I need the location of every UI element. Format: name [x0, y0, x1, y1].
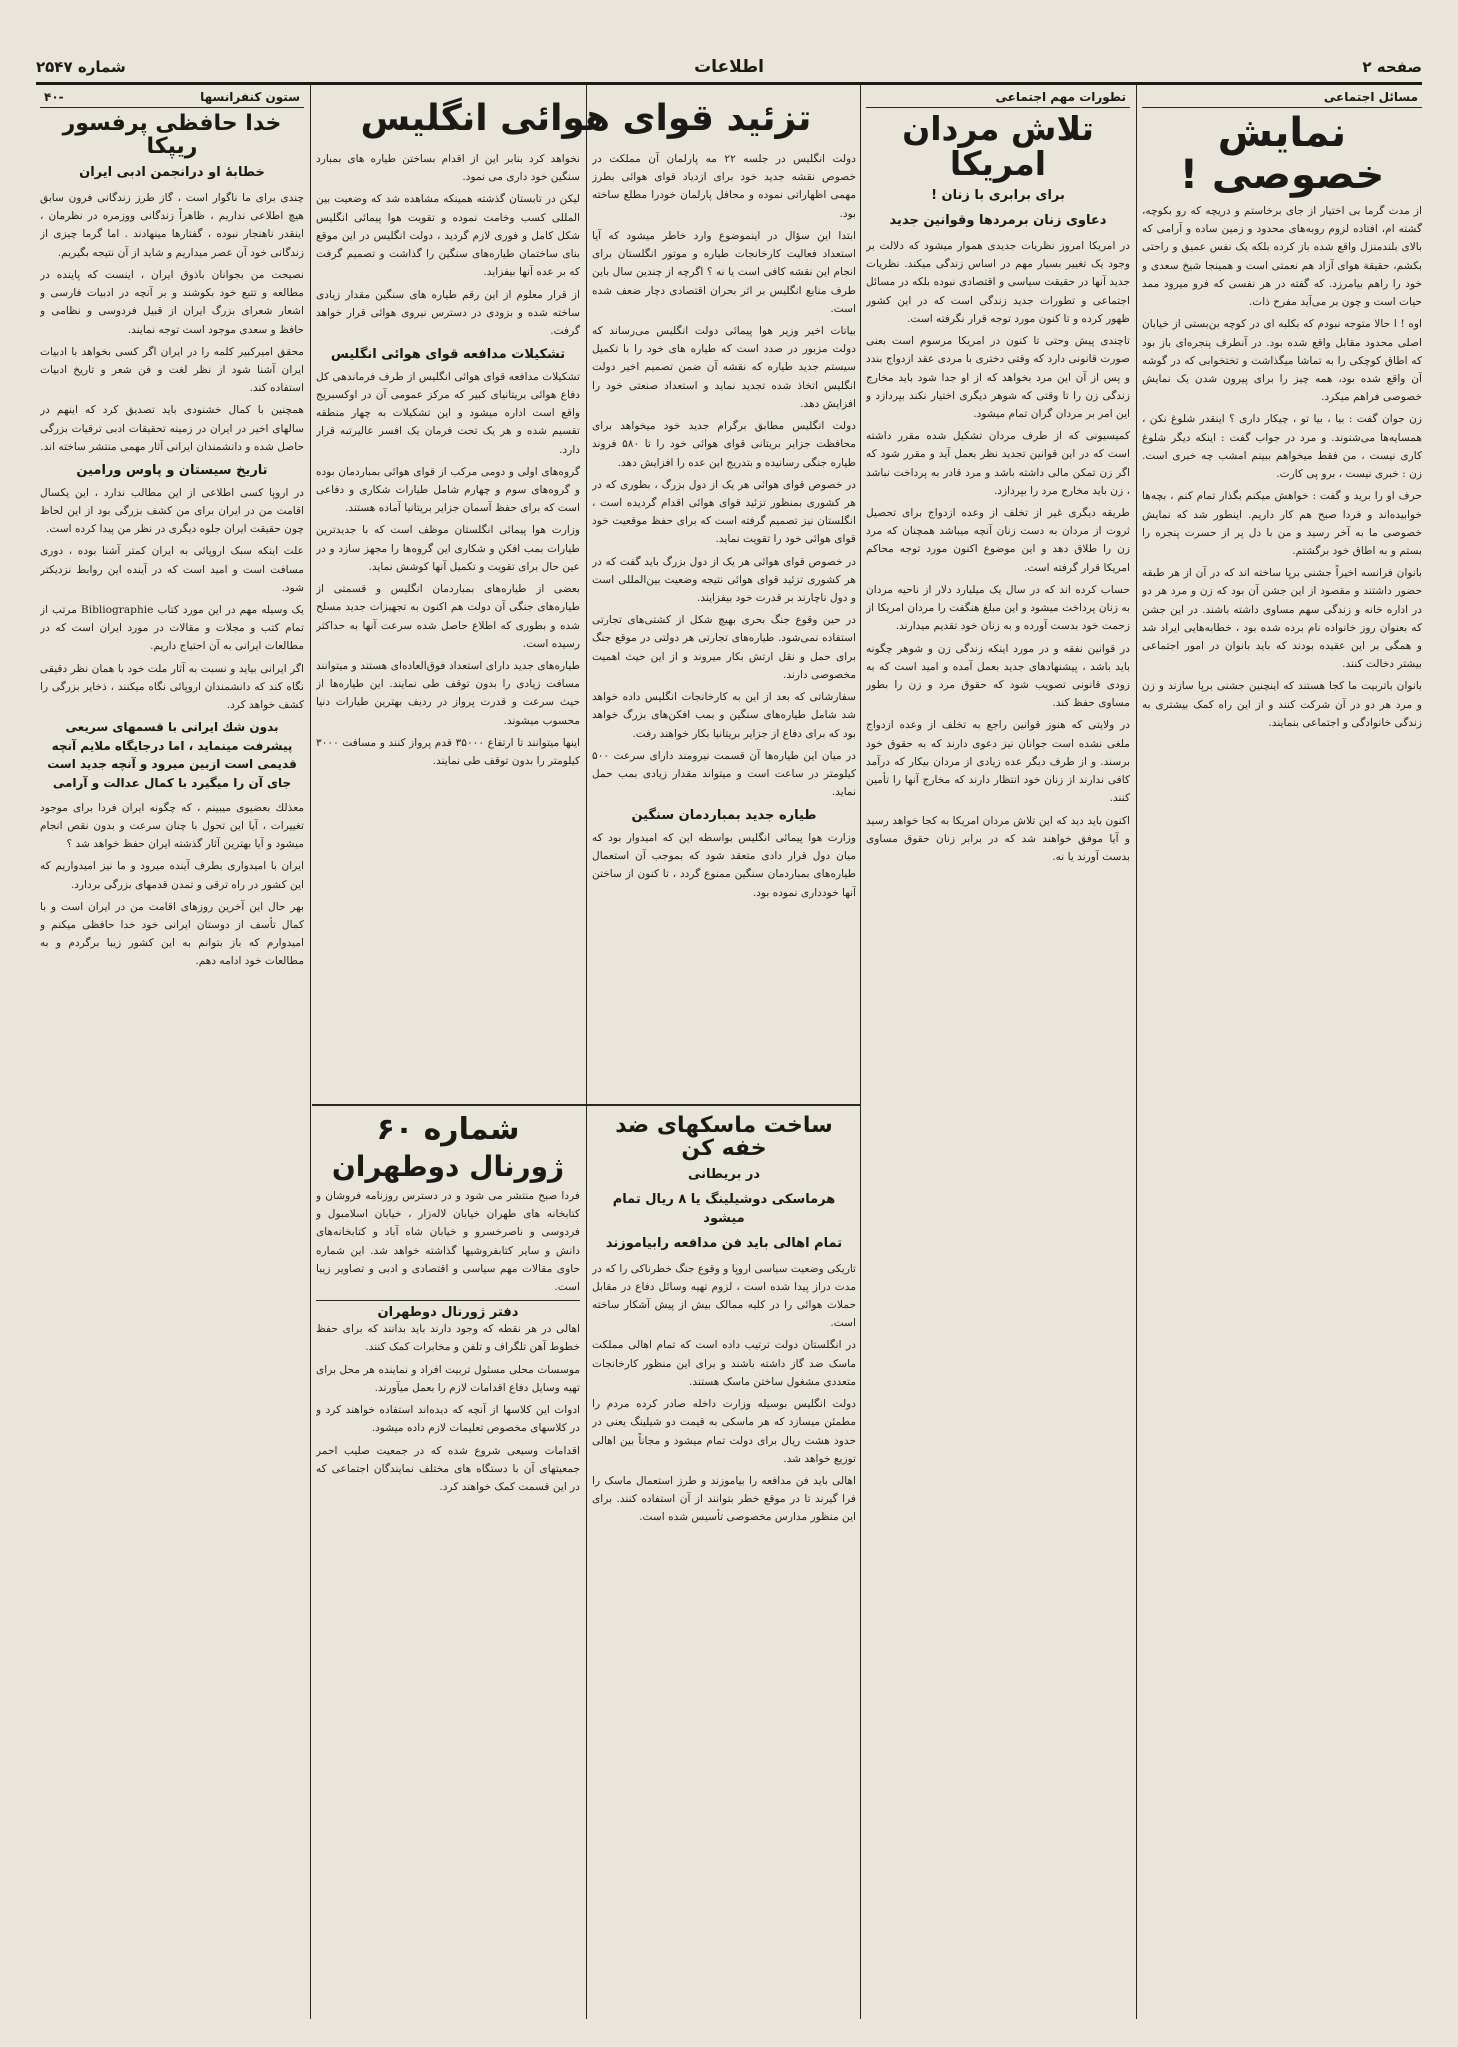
article-paragraph: دولت انگلیس در جلسه ۲۲ مه پارلمان آن مملکت در خصوص نقشه جدید خود برای ازدیاد قوای هوائی بطرز مهمی اظهاراتی نموده و محافل پارلمان خودرا مطلع ساخته بود. [592, 153, 856, 220]
article-paragraph: اهالی در هر نقطه که وجود دارند باید بدانند که برای حفظ خطوط آهن تلگراف و تلفن و مخابرات کمک کنند. [316, 1323, 580, 1354]
page-number: صفحه ۲ [1362, 58, 1422, 76]
article-paragraph: چندی برای ما ناگوار است ، گاز طرز زندگانی فرون سابق هیچ اطلاعی نداریم ، ظاهراً زندگانی ووزمره در نظرمان ، اینقدر ناهنجار نبوده ، گفتارها مینهادند . اما گرما چیزی از زندگانی خود آن عصر میداریم و شاید از آن نتیجه بگیریم. [40, 192, 304, 259]
article-paragraph: ادوات این کلاسها از آنچه که دیده‌اند استفاده خواهند کرد و در کلاسهای مخصوص تعلیمات لازم داده میشود. [316, 1404, 580, 1435]
article-paragraph: موسسات محلی مسئول تربیت افراد و نماینده هر محل برای تهیه وسایل دفاع اقدامات لازم را بعمل میآورند. [316, 1363, 580, 1394]
article-paragraph: سفارشاتی که بعد از این به کارخانجات انگلیس داده خواهد شد شامل طیاره‌های سنگین و بمب افکن‌های بزرگ خواهد بود که برای دفاع از جزایر بریتانیا بکار خواهند رفت. [592, 691, 856, 740]
article-paragraph: دولت انگلیس مطابق برگرام جدید خود میخواهد برای محافظت جزایر بریتانی قوای هوائی خود را تا ۵۸۰ فروند طیاره جنگی رسانیده و بتدریج این عده را افزایش دهد. [592, 420, 856, 469]
article-paragraph: زن جوان گفت : بیا ، بیا تو ، چیکار داری ؟ اینقدر شلوغ نکن ، همسایه‌ها می‌شنوند. و مرد در جواب گفت : اینکه دیگر شلوغ کاری نیست ، من فقط میخواهم ببینم امشب چه خبری است. زن : خبری نیست ، برو پی کارت. [1142, 413, 1422, 481]
article-paragraph: اقدامات وسیعی شروع شده که در جمعیت صلیب احمر جمعیتهای آن با دستگاه های مختلف نمایندگان اجتماعی که در این قسمت کمک خواهند کرد. [316, 1444, 580, 1493]
article-paragraph: در خصوص قوای هوائی هر یک از دول بزرگ ، بطوری که در هر کشوری بمنظور تزئید قوای هوائی اقدام گردیده است ، انگلستان نیز تصمیم گرفته است که برای حفظ موقعیت خود قوای هوائی خود را تقویت نماید. [592, 478, 856, 546]
article-subhead: هرماسکی دوشیلینگ یا ۸ ریال تمام میشود [612, 1192, 836, 1226]
column-divider [1136, 84, 1137, 2019]
article-rypka-farewell [40, 88, 304, 2018]
article-paragraph: لیکن در تابستان گذشته همینکه مشاهده شد که وضعیت بین المللی کسب وخامت نموده و تقویت هوا پیمائی انگلیس شکل کامل و فوری لازم گردید ، دولت انگلیس در این موقع بنای ساختمان طیاره‌های سنگین را گذاشت و تصمیم گرفت که بر عده آنها بیفزاید. [316, 193, 580, 279]
paper-name: اطلاعات [694, 57, 764, 77]
ad-number: شماره ۶۰ [376, 1112, 520, 1147]
article-american-men [866, 88, 1130, 2018]
article-paragraph: تشکیلات مدافعه قوای هوائی انگلیس از طرف فرماندهی کل دفاع هوائی بریتانیای کبیر که مرکز عمومی آن در اوکسبریج واقع است اداره میشود و این تشکیلات به چهار منطقه تقسیم شده و هر یک تحت فرمان یک افسر عالیرتبه قرار دارد. [316, 370, 580, 456]
article-paragraph: نخواهد کرد بنابر این از اقدام بساختن طیاره های بمبارد سنگین خود داری می نمود. [316, 153, 580, 184]
article-paragraph: علت اینکه سبک اروپائی به ایران کمتر آشنا بوده ، دوری مسافت است و امید است که در آینده این روابط نزدیکتر شود. [40, 545, 304, 594]
article-paragraph: یک وسیله مهم در این مورد کتاب Bibliographie مرتب از تمام کتب و مجلات و مقالات در مورد ایران است که در مطالعات ایرانی به آن احتیاج داریم. [40, 603, 304, 653]
article-gas-masks [592, 1110, 856, 2015]
article-subhead: خطابهٔ او درانجمن ادبی ایران [79, 165, 265, 181]
section-label: ستون کنفرانسها [200, 90, 300, 104]
article-paragraph: در قوانین نفقه و در مورد اینکه زندگی زن و شوهر چگونه باید باشد ، پیشنهادهای جدید بعمل آمده و امید است که به زودی قانونی تصویب شود که حقوق مرد و زن را بطور مساوی حفظ کند. [866, 642, 1130, 710]
article-paragraph: گروه‌های اولی و دومی مرکب از قوای هوائی بمباردمان بوده و گروه‌های سوم و چهارم شامل طیارات شکاری و دفاعی است که برای حفظ آسمان جزایر بریتانیا آماده هستند. [316, 465, 580, 515]
article-paragraph: همچنین با کمال خشنودی باید تصدیق کرد که اینهم در سالهای اخیر در ایران در زمینه تحقیقات ادبی ترقیات بزرگی حاصل شده و دانشمندان ایرانی آثار مهمی منتشر ساخته اند. [40, 404, 304, 453]
ad-journal-name: ژورنال دوطهران [331, 1149, 565, 1183]
inline-bold-title: تاریخ سیستان و پاوس ورامین [76, 463, 268, 479]
column-divider [860, 84, 861, 2019]
article-paragraph: ایران با امیدواری بطرف آینده میرود و ما نیز امیدواریم که این کشور در راه ترقی و تمدن قدمهای بزرگی بردارد. [40, 860, 304, 891]
article-paragraph: طیاره‌های جدید دارای استعداد فوق‌العاده‌ای هستند و میتوانند مسافت زیادی را بدون توقف طی نمایند. این طیاره‌ها از حیث سرعت و قدرت پرواز در ردیف بهترین طیارات دنیا محسوب میشوند. [316, 660, 580, 727]
article-paragraph: وزارت هوا پیمائی انگلستان موظف است که با جدیدترین طیارات بمب افکن و شکاری این گروه‌ها را مجهز سازد و در عین حال برای تقویت و تکمیل آنها کوشش نماید. [316, 524, 580, 573]
article-subhead: دعاوی زنان برمردها وقوانین جدید [889, 213, 1107, 229]
article-paragraph: بانوان فرانسه اخیراً جشنی برپا ساخته اند که در آن از هر طبقه حضور داشتند و مقصود از این جشن آن بود که زن و مرد هر دو در اداره خانه و زندگی سهم مساوی داشته باشند. در این جشن که بعنوان روز خانواده نام برده شده بود ، خطابه‌هایی ایراد شد و همگی بر این عقیده بودند که باید بانوان در امور اجتماعی بیشتر دخالت کنند. [1142, 567, 1422, 671]
article-paragraph: در انگلستان دولت ترتیب داده است که تمام اهالی مملکت ماسک ضد گاز داشته باشند و برای این منظور کارخانجات متعددی مشغول ساختن ماسک هستند. [592, 1339, 856, 1388]
article-subhead: تمام اهالی باید فن مدافعه رابیاموزند [605, 1235, 843, 1251]
article-subhead: در بریطانی [687, 1167, 761, 1183]
article-headline: خدا حافظی پرفسور ریپکا [62, 111, 282, 160]
highlighted-paragraph: بدون شك ایرانی با قسمهای سریعی پیشرفت مینماید ، اما درجایگاه ملایم آنچه قدیمی است ازبین میرود و آنچه جدید است جای آن را میگیرد با کمال عدالت و آرامی [47, 720, 297, 791]
section-divider [312, 1104, 860, 1106]
article-paragraph: اوه ! ا حالا متوجه نبودم که بکلبه ای در کوچه بن‌بستی از خیابان اصلی محدود مقابل واقع شده بود. در آنطرف پنجره‌ای باز بود که اطاق کوچکی را به تماشا میگذاشت و تختخوابی که در گوشه آن واقع شده بود، همه چیز را برای پیرون شدن یک نمایش خصوصی فراهم میکرد. [1142, 318, 1422, 404]
article-paragraph: اکنون باید دید که این تلاش مردان امریکا به کجا خواهد رسید و آیا موفق خواهند شد که در برابر زنان حقوق مساوی بدست آورند یا نه. [866, 814, 1130, 863]
article-paragraph: بعضی از طیاره‌های بمباردمان انگلیس و قسمتی از طیاره‌های جنگی آن دولت هم اکنون به تجهیزات جدید مسلح شده و بطوری که اطلاع حاصل شده سرعت آنها به حداکثر رسیده است. [316, 583, 580, 650]
article-headline: تلاش مردان امریکا [902, 109, 1094, 183]
column-divider [586, 1104, 587, 2019]
article-paragraph: اهالی باید فن مدافعه را بیاموزند و طرز استعمال ماسک را فرا گیرند تا در موقع خطر بتوانند از آن استفاده کنند. برای این منظور مدارس مخصوصی تأسیس شده است. [592, 1474, 856, 1524]
article-paragraph: از قرار معلوم از این رقم طیاره های سنگین مقدار زیادی ساخته شده و بزودی در دسترس نیروی هوائی قرار خواهد گرفت. [316, 288, 580, 337]
ad-signature: دفتر ژورنال دوطهران [316, 1300, 580, 1320]
article-paragraph: وزارت هوا پیمائی انگلیس بواسطه این که امیدوار بود که میان دول قرار دادی متعقد شود که بموجب آن استعمال طیاره‌های بمباردمان سنگین ممنوع گردد ، تا کنون از ساختن آنها خودداری نموده بود. [592, 831, 856, 899]
column-divider [586, 84, 587, 1104]
article-paragraph: تاچندی پیش وحتی تا کنون در امریکا مرسوم است بعنی صورت قانونی دارد که وقتی دختری با مردی عقد ازدواج بندد و پس از آن این مرد بخواهد که از او جدا شود باید مخارج زندگی زن را تا وقتی که شوهر دیگری اختیار نکند بپردازد و این امر بر مردان گران تمام میشود. [866, 335, 1130, 420]
article-subhead: برای برابری با زنان ! [931, 188, 1065, 204]
article-paragraph: تاریکی وضعیت سیاسی اروپا و وقوع جنگ خطرناکی را که در مدت دراز پیدا شده است ، لزوم تهیه وسائل دفاع در مقابل حملات هوائی را در کلیه ممالک بیش از پیش آشکار ساخته است. [592, 1262, 856, 1330]
section-label-row [40, 88, 304, 108]
article-headline: ساخت ماسکهای ضد خفه کن [615, 1113, 833, 1162]
column-divider [310, 84, 311, 2019]
article-paragraph: در حین وقوع جنگ بحری بهیچ شکل از کشتی‌های تجارتی استفاده نمی‌شود. طیاره‌های تجارتی هر دولتی در موقع جنگ برای حمل و نقل ارتش بکار میروند و از این حیث اهمیت مخصوصی دارند. [592, 614, 856, 681]
article-air-force-part2 [316, 150, 580, 1100]
box-headline: طیاره جدید بمباردمان سنگین [631, 808, 817, 824]
article-headline: تزئید قوای هوائی انگلیس [360, 98, 812, 139]
article-paragraph: طریقه دیگری غیر از تخلف از وعده ازدواج برای تحصیل ثروت از مردان به دست زنان آنچه میباشد همچنان که مرد زن را طلاق دهد و این موضوع اکنون مورد توجه محاکم امریکا قرار گرفته است. [866, 507, 1130, 574]
section-label: تطورات مهم اجتماعی [866, 88, 1130, 108]
article-paragraph: کمیسیونی که از طرف مردان تشکیل شده مقرر داشته است که در این قوانین تجدید نظر بعمل آید و مقرر شود که اگر زن تمکن مالی داشته باشد و مرد قادر به پرداخت نباشد ، زن باید مخارج مرد را بپردازد. [866, 430, 1130, 497]
article-headline: نمایش خصوصی ! [1179, 110, 1385, 198]
article-paragraph: بیانات اخیر وزیر هوا پیمائی دولت انگلیس می‌رساند که دولت مزبور در صدد است که طیاره های خود را با تکمیل سیستم جدید طیاره که نقشه آن ضمن تصمیم اخیر دولت انگلیس اتخاذ شده تجدید نماید و استعداد صنعتی خود را افزایش دهد. [592, 324, 856, 410]
article-paragraph: معذلك بعضیوی میبینم ، که چگونه ایران فردا برای موجود تغییرات ، آیا این تحول با چنان سرعت و بدون نقص انجام میشود و آیا بهترین آثار گذشته ایران حفظ خواهد شد ؟ [40, 801, 304, 851]
article-paragraph: اگر ایرانی بیاید و نسبت به آثار ملت خود با همان نظر دقیقی نگاه کند که دانشمندان اروپائی نگاه میکنند ، ذخایر بزرگی را کشف خواهد کرد. [40, 662, 304, 712]
section-label: مسائل اجتماعی [1142, 88, 1422, 108]
issue-number: شماره ۲۵۴۷ [36, 58, 126, 76]
article-paragraph: حساب کرده اند که در سال یک میلیارد دلار از ناحیه مردان به زنان پرداخت میشود و این مبلغ هنگفت را مردان امریکا از زحمت خود بدست آورده و به زنان خود تقدیم میدارند. [866, 583, 1130, 633]
article-paragraph: در ولایتی که هنوز قوانین راجع به تخلف از وعده ازدواج ملغی نشده است جوانان نیز دعوی دارند که به حقوق خود برسند. و از طرف دیگر عده زیادی از مردان بیکار که درآمد کافی ندارند از زنان خود انتظار دارند که مخارج آنها را تأمین کنند. [866, 719, 1130, 805]
ad-body: فردا صبح منتشر می شود و در دسترس روزنامه فروشان و کتابخانه های طهران خیابان لاله‌زار ، خیابان اسلامبول و فردوسی و ناصرخسرو و خیابان شاه آباد و کتابخانه‌های دانش و سایر کتابفروشیها گذاشته خواهد شد. این شماره حاوی مقالات مهم سیاسی و اقتصادی و ادبی و تصاویر زیبا است. [316, 1189, 580, 1293]
article-paragraph: ابتدا این سؤال در اینموضوع وارد خاطر میشود که آیا استعداد فعالیت کارخانجات طیاره و موتور انگلستان برای انجام این نقشه کافی است یا نه ؟ اگرچه از چندین سال باین طرف منابع انگلیس بر اثر بحران اقتصادی دچار ضعف شده است. [592, 229, 856, 315]
column-number: -۴۰ [44, 90, 64, 104]
article-paragraph: حرف او را برید و گفت : خواهش میکنم بگذار تمام کنم ، بچه‌ها خوابیده‌اند و فردا صبح هم کار داریم. اینطور شد که نمایش خصوصی ما به آخر رسید و من با دل پر از حسرت پنجره را بستم و به اطاق خود برگشتم. [1142, 490, 1422, 557]
article-paragraph: محقق امیرکبیر کلمه را در ایران اگر کسی بخواهد با ادبیات ایران آشنا شود از نظر لغت و فن شعر و تاریخ ادبیات استفاده کند. [40, 345, 304, 395]
article-paragraph: اینها میتوانند تا ارتفاع ۳۵۰۰۰ قدم پرواز کنند و مسافت ۳۰۰۰ کیلومتر را بدون توقف طی نمایند. [316, 736, 580, 768]
article-paragraph: در اروپا کسی اطلاعی از این مطالب ندارد ، این یکسال اقامت من در ایران برای من کشف بزرگی بود از این لحاظ چون حقیقت ایران جلوه دیگری در نظر من پیدا کرده است. [40, 486, 304, 536]
article-paragraph: در امریکا امروز نظریات جدیدی هموار میشود که دلالت بر وجود یک تغییر بسیار مهم در اساس زندگی میکند. نظریات جدید آنها در حقیقت سیاسی و اقتصادی نبوده بلکه در مسائل اجتماعی و تطورات جدید زندگی است که در این کشور ظهور کرده و تا کنون مورد توجه قرار نگرفته است. [866, 239, 1130, 325]
article-paragraph: نصیحت من بجوانان باذوق ایران ، اینست که پاینده در مطالعه و تتبع خود بکوشند و بر آنچه در ادبیات فارسی و اشعار شعرای بزرگ ایران از قبیل فردوسی و نظامی و حافظ و سعدی موجود است توجه نمایند. [40, 268, 304, 336]
journal-advertisement [316, 1110, 580, 2015]
article-paragraph: از مدت گرما بی اختیار از جای برخاستم و دریچه که رو بکوچه، گشته ام، افتاده لزوم روبه‌های محدود و زمین ساده و آرامی که بالای بلندمنزل واقع شده باز کرده بلکه یک نفس عمیق و راحتی بکشم، حقیقة هوای آزاد هم نعمتی است و همینجا شیخ سعدی و خود را راهم بیامرزد. که گفته در هر نفسی که فرو میرود ممد حیات است و چون بر می‌آید مفرح ذات. [1142, 205, 1422, 309]
box-headline: تشکیلات مدافعه قوای هوائی انگلیس [330, 347, 566, 363]
article-paragraph: دولت انگلیس بوسیله وزارت داخله صادر کرده مردم را مطمئن میسازد که هر ماسکی به قیمت دو شیلینگ یعنی در حدود هشت ریال برای دولت تمام میشود و مجاناً بین اهالی توزیع خواهد شد. [592, 1398, 856, 1465]
page-header [36, 52, 1422, 85]
article-paragraph: بانوان باتربیت ما کجا هستند که اینچنین جشنی برپا سازند و زن و مرد هر دو در آن شرکت کنند و از این راه کمک بیشتری به زندگی خانوادگی و اجتماعی بنمایند. [1142, 680, 1422, 729]
article-paragraph: در خصوص قوای هوائی هر یک از دول بزرگ باید گفت که در هر کشوری تزئید قوای هوائی نتیجه وضعیت بین‌المللی است و دول ناچارند بر قدرت خود بیفزایند. [592, 555, 856, 605]
article-paragraph: بهر حال این آخرین روزهای اقامت من در ایران است و با کمال تأسف از دوستان ایرانی خود خدا حافظی میکنم و امیدوارم که باز بتوانم به این کشور زیبا برگردم و به مطالعات خود ادامه دهم. [40, 900, 304, 968]
article-private-show [1142, 88, 1422, 2018]
article-air-force-part1 [592, 150, 856, 1100]
article-paragraph: در میان این طیاره‌ها آن قسمت نیرومند دارای سرعت ۵۰۰ کیلومتر در ساعت است و میتواند مقدار زیادی بمب حمل نماید. [592, 749, 856, 799]
